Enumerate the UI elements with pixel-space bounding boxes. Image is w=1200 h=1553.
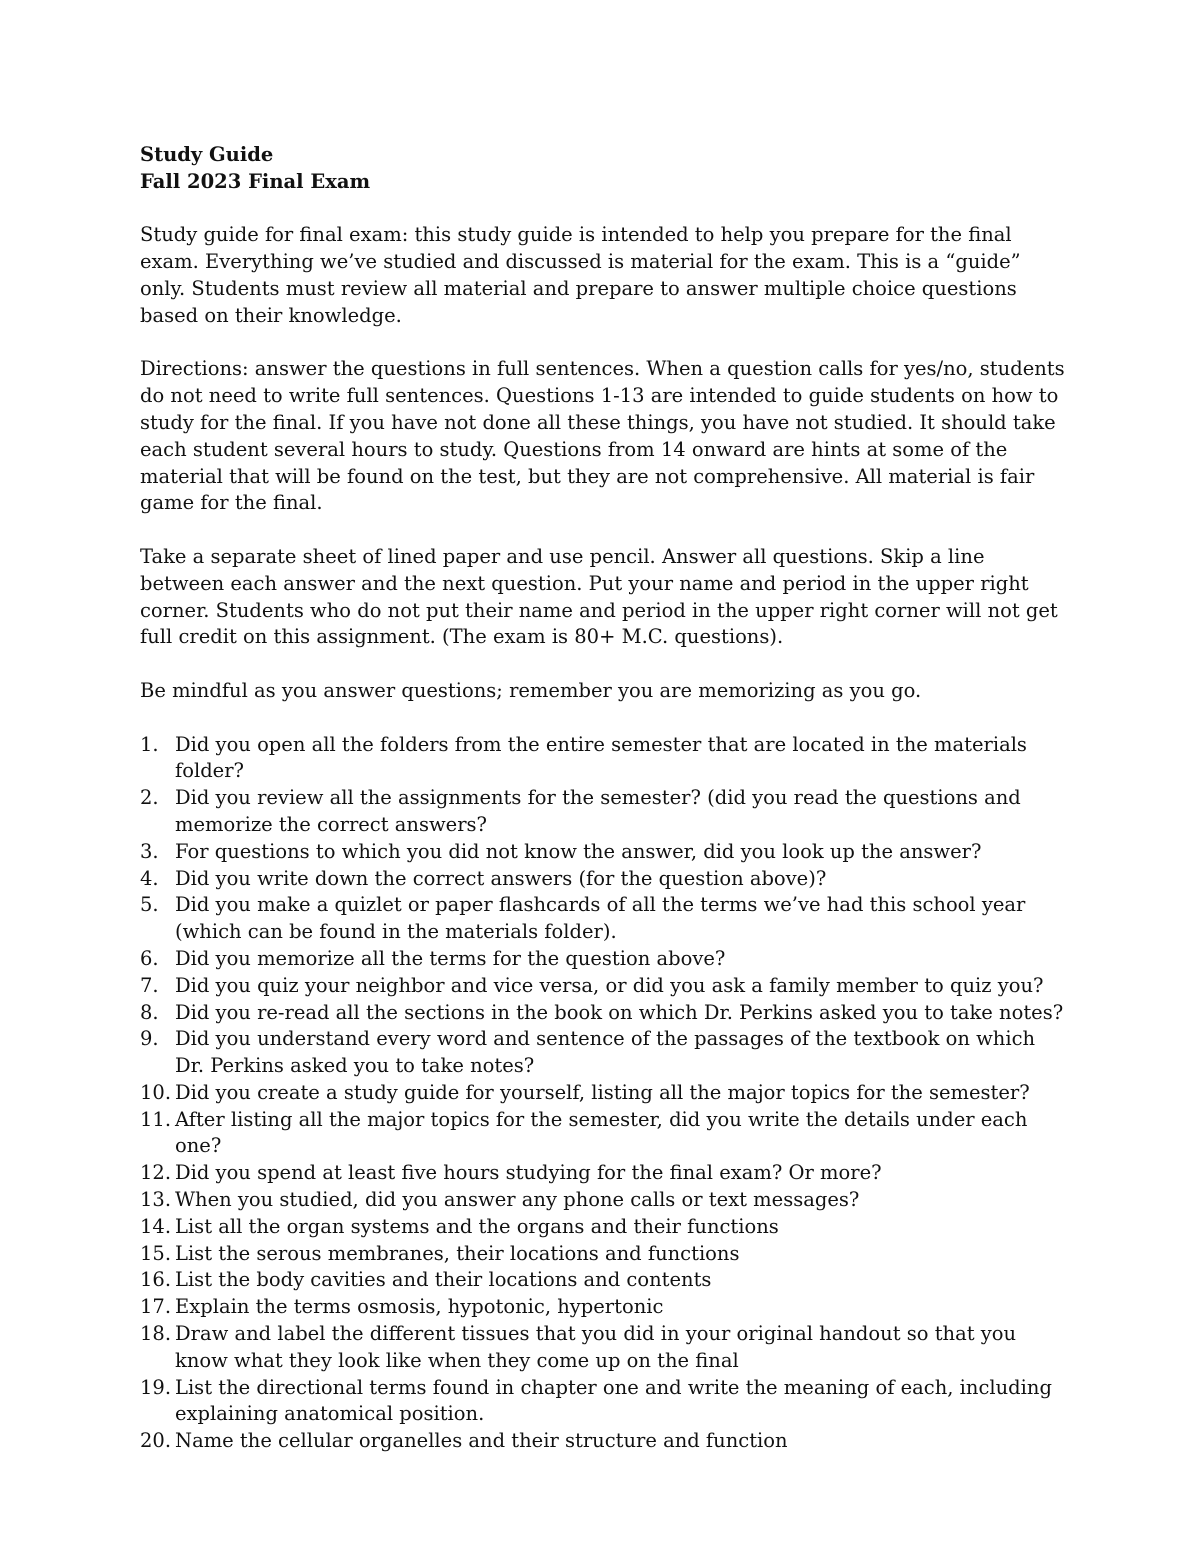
question-number: 11.	[140, 1107, 172, 1131]
question-number: 1.	[140, 732, 159, 756]
question-text: Did you understand every word and sentence of the passages of the textbook on which Dr. Perkins asked you to take notes?	[175, 1027, 1036, 1078]
list-item	[140, 1107, 1070, 1161]
list-item	[140, 1000, 1070, 1027]
question-text: Did you open all the folders from the entire semester that are located in the materials folder?	[175, 732, 1027, 783]
question-text: Did you spend at least five hours studying for the final exam? Or more?	[175, 1161, 882, 1185]
list-item	[140, 732, 1070, 786]
list-item	[140, 785, 1070, 839]
question-text: After listing all the major topics for the semester, did you write the details under each one?	[175, 1107, 1028, 1158]
question-number: 6.	[140, 946, 159, 970]
question-number: 12.	[140, 1161, 172, 1185]
question-text: Did you re-read all the sections in the book on which Dr. Perkins asked you to take notes?	[175, 1000, 1064, 1024]
question-list	[140, 732, 1070, 1456]
spacer	[140, 196, 1070, 223]
question-text: Draw and label the different tissues that you did in your original handout so that you know what they look like when they come up on the final	[175, 1322, 1017, 1372]
instructions-paragraph: Take a separate sheet of lined paper and use pencil. Answer all questions. Skip a line between each answer and the next question. Put your name and period in the upper right corner. Students who do not put their name and period in the upper right corner will not get full credit on this assignment. (The exam is 80+ M.C. questions).	[140, 544, 1058, 649]
question-number: 4.	[140, 866, 159, 890]
question-number: 16.	[140, 1268, 172, 1292]
question-number: 5.	[140, 893, 159, 917]
question-number: 14.	[140, 1214, 172, 1238]
question-text: When you studied, did you answer any phone calls or text messages?	[175, 1188, 860, 1212]
list-item	[140, 1214, 1070, 1241]
list-item	[140, 1080, 1070, 1107]
question-text: List the directional terms found in chapter one and write the meaning of each, including explaining anatomical position.	[175, 1375, 1052, 1426]
reminder-paragraph: Be mindful as you answer questions; remember you are memorizing as you go.	[140, 678, 922, 702]
question-number: 2.	[140, 786, 159, 810]
list-item	[140, 1321, 1070, 1375]
question-text: Explain the terms osmosis, hypotonic, hypertonic	[175, 1295, 664, 1319]
question-number: 8.	[140, 1000, 159, 1024]
list-item	[140, 973, 1070, 1000]
document-page	[140, 142, 1070, 1455]
question-number: 7.	[140, 973, 159, 997]
question-text: Did you quiz your neighbor and vice versa, or did you ask a family member to quiz you?	[175, 973, 1044, 997]
list-item	[140, 892, 1070, 946]
question-number: 10.	[140, 1080, 172, 1104]
list-item	[140, 1428, 1070, 1455]
document-subtitle: Fall 2023 Final Exam	[140, 169, 371, 193]
directions-paragraph: Directions: answer the questions in full sentences. When a question calls for yes/no, students do not need to write full sentences. Questions 1-13 are intended to guide students on how to study for the final. If you have not done all these things, you have not studied. It should take each student several hours to study. Questions from 14 onward are hints at some of the material that will be found on the test, but they are not comprehensive. All material is fair game for the final.	[140, 357, 1065, 515]
question-number: 20.	[140, 1429, 172, 1453]
question-text: Name the cellular organelles and their structure and function	[175, 1429, 788, 1453]
question-number: 13.	[140, 1188, 172, 1212]
question-number: 3.	[140, 839, 159, 863]
question-text: List the serous membranes, their locations and functions	[175, 1241, 740, 1265]
question-text: Did you make a quizlet or paper flashcards of all the terms we’ve had this school year (which can be found in the materials folder).	[175, 893, 1026, 944]
question-number: 19.	[140, 1375, 172, 1399]
list-item	[140, 1241, 1070, 1268]
question-number: 18.	[140, 1322, 172, 1346]
document-title: Study Guide	[140, 143, 274, 166]
list-item	[140, 946, 1070, 973]
intro-paragraph: Study guide for final exam: this study guide is intended to help you prepare for the final exam. Everything we’ve studied and discussed is material for the exam. This is a “guide” only. Students must review all material and prepare to answer multiple choice questions based on their knowledge.	[140, 223, 1021, 327]
list-item	[140, 866, 1070, 893]
question-number: 9.	[140, 1027, 159, 1051]
list-item	[140, 1267, 1070, 1294]
question-text: Did you write down the correct answers (for the question above)?	[175, 866, 827, 890]
list-item	[140, 1294, 1070, 1321]
list-item	[140, 1375, 1070, 1429]
question-text: For questions to which you did not know the answer, did you look up the answer?	[175, 839, 982, 863]
question-text: Did you review all the assignments for the semester? (did you read the questions and memorize the correct answers?	[175, 786, 1021, 836]
question-text: List the body cavities and their locations and contents	[175, 1268, 712, 1292]
question-text: Did you create a study guide for yourself, listing all the major topics for the semester?	[175, 1080, 1030, 1104]
list-item	[140, 1160, 1070, 1187]
question-number: 17.	[140, 1295, 172, 1319]
question-text: List all the organ systems and the organs and their functions	[175, 1214, 779, 1238]
question-number: 15.	[140, 1241, 172, 1265]
question-text: Did you memorize all the terms for the question above?	[175, 946, 726, 970]
list-item	[140, 839, 1070, 866]
list-item	[140, 1187, 1070, 1214]
list-item	[140, 1026, 1070, 1080]
